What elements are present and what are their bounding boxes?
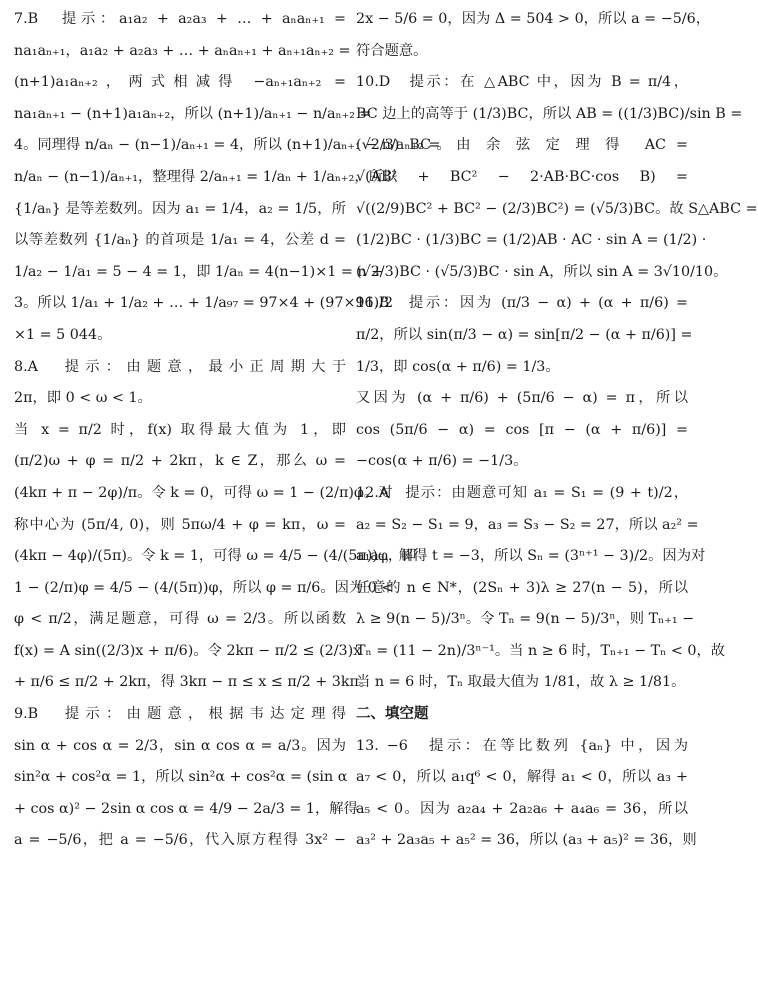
answer-7-line: 1/a₂ − 1/a₁ = 5 − 4 = 1，即 1/aₙ = 4(n−1)×1 = n +	[14, 263, 384, 280]
answer-12-line: 任意的 n ∈ N*，(2Sₙ + 3)λ ≥ 27(n − 5)，所以	[356, 579, 688, 596]
answer-8-line: (4kπ + π − 2φ)/π。令 k = 0，可得 ω = 1 − (2/π)φ。对	[14, 484, 393, 501]
answer-12-line: a₁a₃，解得 t = −3，所以 Sₙ = (3ⁿ⁺¹ − 3)/2。因为对	[356, 548, 706, 565]
answer-10-line: (√2/3) BC。由 余 弦 定 理 得 AC =	[356, 137, 688, 154]
answer-7-line: 3。所以 1/a₁ + 1/a₂ + … + 1/a₉₇ = 97×4 + (97×96)/2	[14, 295, 394, 312]
answer-7-line: 以等差数列 {1/aₙ} 的首项是 1/a₁ = 4，公差 d =	[14, 232, 346, 249]
answer-12-line: a₂ = S₂ − S₁ = 9，a₃ = S₃ − S₂ = 27，所以 a₂² =	[356, 516, 699, 533]
answer-8-line: (4kπ − 4φ)/(5π)。令 k = 1，可得 ω = 4/5 − (4/(5π))φ，即	[14, 548, 417, 565]
answer-7-line: ×1 = 5 044。	[14, 326, 112, 343]
answer-13-line: 13. −6 提示：在等比数列 {aₙ} 中，因为	[356, 737, 688, 754]
answer-10-line: (1/2)BC · (1/3)BC = (1/2)AB · AC · sin A = (1/2) ·	[356, 232, 707, 249]
answer-12-line: λ ≥ 9(n − 5)/3ⁿ。令 Tₙ = 9(n − 5)/3ⁿ，则 Tₙ₊₁ −	[356, 611, 695, 628]
answer-13-line: a₅ < 0。因为 a₂a₄ + 2a₂a₆ + a₄a₆ = 36，所以	[356, 800, 688, 817]
answer-7-line: na₁aₙ₊₁，a₁a₂ + a₂a₃ + … + aₙaₙ₊₁ + aₙ₊₁aₙ₊₂ =	[14, 42, 351, 59]
answer-9-line: sin²α + cos²α = 1，所以 sin²α + cos²α = (sin α	[14, 769, 348, 786]
answer-8-line: φ < π/2，满足题意，可得 ω = 2/3。所以函数	[14, 611, 346, 628]
answer-11-line: π/2，所以 sin(π/3 − α) = sin[π/2 − (α + π/6)] =	[356, 326, 693, 343]
answer-13-line: a₇ < 0，所以 a₁q⁶ < 0，解得 a₁ < 0，所以 a₃ +	[356, 769, 688, 786]
answer-8-line: + π/6 ≤ π/2 + 2kπ，得 3kπ − π ≤ x ≤ π/2 + 3kπ。	[14, 674, 374, 691]
answer-11-line: 11.B 提示：因为 (π/3 − α) + (α + π/6) =	[356, 295, 688, 312]
answer-12-line: Tₙ = (11 − 2n)/3ⁿ⁻¹。当 n ≥ 6 时，Tₙ₊₁ − Tₙ < 0，故	[356, 642, 726, 659]
answer-10-line: BC 边上的高等于 (1/3)BC，所以 AB = ((1/3)BC)/sin B =	[356, 105, 743, 122]
answer-7-line: n/aₙ − (n−1)/aₙ₊₁，整理得 2/aₙ₊₁ = 1/aₙ + 1/aₙ₊₂，所以	[14, 168, 398, 185]
answer-9-line: 2x − 5/6 = 0，因为 Δ = 504 > 0，所以 a = −5/6，	[356, 11, 710, 27]
answer-9-line: + cos α)² − 2sin α cos α = 4/9 − 2a/3 = 1，解得	[14, 800, 358, 817]
answer-11-line: 1/3，即 cos(α + π/6) = 1/3。	[356, 358, 560, 375]
answer-8-line: 当 x = π/2 时，f(x) 取得最大值为 1，即	[14, 421, 346, 438]
answer-7-line: {1/aₙ} 是等差数列。因为 a₁ = 1/4，a₂ = 1/5，所	[14, 200, 346, 217]
answer-9-line: 符合题意。	[356, 42, 428, 59]
section-heading-fill-in: 二、填空题	[356, 706, 429, 723]
answer-8-line: (π/2)ω + φ = π/2 + 2kπ，k ∈ Z，那么 ω =	[14, 453, 346, 470]
answer-8-line: f(x) = A sin((2/3)x + π/6)。令 2kπ − π/2 ≤ (2/3)x	[14, 642, 362, 659]
answer-9-line: 9.B 提示：由题意，根据韦达定理得	[14, 706, 346, 723]
answer-7-line: 4。同理得 n/aₙ − (n−1)/aₙ₊₁ = 4，所以 (n+1)/aₙ₊₁ − n/aₙ₊₂ =	[14, 137, 441, 154]
answer-12-line: 当 n = 6 时，Tₙ 取最大值为 1/81，故 λ ≥ 1/81。	[356, 674, 686, 691]
answer-8-line: 称中心为 (5π/4, 0)，则 5πω/4 + φ = kπ，ω =	[14, 516, 346, 533]
answer-7-line: na₁aₙ₊₁ − (n+1)a₁aₙ₊₂，所以 (n+1)/aₙ₊₁ − n/aₙ₊₂ =	[14, 105, 372, 122]
answer-8-line: 8.A 提示：由题意，最小正周期大于	[14, 358, 346, 375]
answer-7-line: (n+1)a₁aₙ₊₂，两式相减得 −aₙ₊₁aₙ₊₂ =	[14, 74, 346, 91]
answer-10-line: 10.D 提示：在 △ABC 中，因为 B = π/4，	[356, 74, 688, 91]
answer-10-line: (√2/3)BC · (√5/3)BC · sin A，所以 sin A = 3√10/10。	[356, 263, 728, 280]
answer-13-line: a₃² + 2a₃a₅ + a₅² = 36，所以 (a₃ + a₅)² = 36，则	[356, 832, 697, 849]
answer-11-line: −cos(α + π/6) = −1/3。	[356, 453, 528, 470]
answer-7-line: 7.B 提示：a₁a₂ + a₂a₃ + … + aₙaₙ₊₁ =	[14, 11, 346, 27]
answer-11-line: 又因为 (α + π/6) + (5π/6 − α) = π，所以	[356, 390, 688, 407]
answer-8-line: 1 − (2/π)φ = 4/5 − (4/(5π))φ，所以 φ = π/6。因为 0 <	[14, 579, 394, 596]
answer-10-line: √((2/9)BC² + BC² − (2/3)BC²) = (√5/3)BC。故 S△ABC =	[356, 200, 758, 217]
answer-8-line: 2π，即 0 < ω < 1。	[14, 390, 152, 407]
answer-9-line: a = −5/6，把 a = −5/6，代入原方程得 3x² −	[14, 832, 346, 849]
answer-11-line: cos (5π/6 − α) = cos [π − (α + π/6)] =	[356, 421, 688, 438]
answer-9-line: sin α + cos α = 2/3，sin α cos α = a/3。因为	[14, 737, 346, 754]
answer-12-line: 12.A 提示：由题意可知 a₁ = S₁ = (9 + t)/2，	[356, 484, 688, 501]
right-column	[356, 4, 758, 857]
answer-10-line: √(AB² + BC² − 2·AB·BC·cos B) =	[356, 168, 688, 185]
